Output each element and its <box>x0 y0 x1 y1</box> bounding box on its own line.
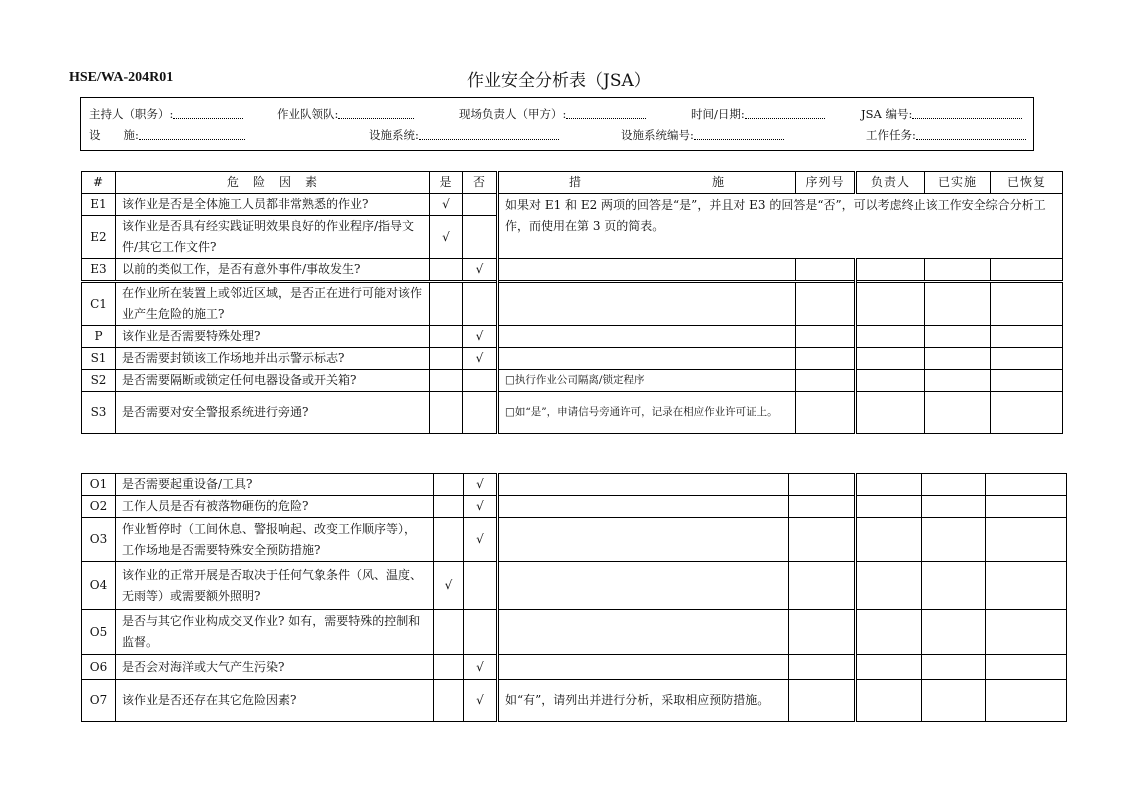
measure-cell[interactable] <box>498 259 796 282</box>
hazard-text: 是否会对海洋或大气产生污染? <box>116 655 434 680</box>
item-id: O6 <box>82 655 116 680</box>
restored-cell[interactable] <box>986 655 1067 680</box>
restored-cell[interactable] <box>986 496 1067 518</box>
yes-checkbox[interactable] <box>434 680 464 722</box>
serial-no-cell[interactable] <box>789 562 856 610</box>
no-checkbox[interactable] <box>463 194 498 216</box>
col-no-header: 否 <box>463 172 498 194</box>
table-row <box>82 392 1063 434</box>
table-row <box>82 282 1063 326</box>
implemented-cell[interactable] <box>922 655 986 680</box>
restored-cell[interactable] <box>991 326 1063 348</box>
item-id: S2 <box>82 370 116 392</box>
no-checkbox[interactable] <box>464 562 498 610</box>
measure-cell[interactable] <box>498 655 789 680</box>
site-owner-label: 现场负责人（甲方）: <box>459 107 567 121</box>
yes-checkbox[interactable] <box>434 518 464 562</box>
serial-no-cell[interactable] <box>789 496 856 518</box>
measure-cell[interactable] <box>498 610 789 655</box>
hazard-text: 该作业是否是全体施工人员都非常熟悉的作业? <box>116 194 430 216</box>
facility-system-label: 设施系统: <box>369 128 419 142</box>
responsible-cell[interactable] <box>856 348 925 370</box>
site-owner-field[interactable] <box>459 106 566 122</box>
hazard-text: 该作业是否需要特殊处理? <box>116 326 430 348</box>
serial-no-cell[interactable] <box>796 259 856 282</box>
responsible-cell[interactable] <box>856 680 922 722</box>
facility-system-field[interactable] <box>369 127 419 143</box>
col-responsible-header: 负责人 <box>856 172 925 194</box>
table-row <box>82 655 1067 680</box>
col-restored-header: 已恢复 <box>991 172 1063 194</box>
item-id: P <box>82 326 116 348</box>
page-title: 作业安全分析表（JSA） <box>467 71 651 91</box>
responsible-cell[interactable] <box>856 518 922 562</box>
no-checkbox[interactable]: √ <box>464 680 498 722</box>
no-checkbox[interactable]: √ <box>464 496 498 518</box>
restored-cell[interactable] <box>986 518 1067 562</box>
measure-cell[interactable]: □如“是”，申请信号旁通许可，记录在相应作业许可证上。 <box>498 392 796 434</box>
facility-field[interactable] <box>89 127 139 143</box>
responsible-cell[interactable] <box>856 655 922 680</box>
no-checkbox[interactable] <box>463 392 498 434</box>
item-id: O4 <box>82 562 116 610</box>
implemented-cell[interactable] <box>925 392 991 434</box>
host-label: 主持人（职务）: <box>89 107 174 121</box>
restored-cell[interactable] <box>991 370 1063 392</box>
yes-checkbox[interactable] <box>430 282 463 326</box>
measure-cell[interactable] <box>498 474 789 496</box>
jsa-table-2 <box>81 473 1067 722</box>
hazard-text: 以前的类似工作，是否有意外事件/事故发生? <box>116 259 430 282</box>
yes-checkbox[interactable] <box>430 259 463 282</box>
hazard-text: 作业暂停时（工间休息、警报响起、改变工作顺序等），工作场地是否需要特殊安全预防措施? <box>116 518 434 562</box>
col-measures-header: 措 施 <box>498 172 796 194</box>
measure-cell[interactable] <box>498 326 796 348</box>
no-checkbox[interactable]: √ <box>463 348 498 370</box>
table-row <box>82 562 1067 610</box>
yes-checkbox[interactable] <box>430 392 463 434</box>
hazard-text: 该作业的正常开展是否取决于任何气象条件（风、温度、无雨等）或需要额外照明? <box>116 562 434 610</box>
responsible-cell[interactable] <box>856 562 922 610</box>
responsible-cell[interactable] <box>856 282 925 326</box>
implemented-cell[interactable] <box>922 610 986 655</box>
measure-cell[interactable] <box>498 348 796 370</box>
responsible-cell[interactable] <box>856 259 925 282</box>
task-label: 工作任务: <box>866 128 916 142</box>
implemented-cell[interactable] <box>922 518 986 562</box>
hazard-text: 是否需要对安全警报系统进行旁通? <box>116 392 430 434</box>
col-serial-header: 序列号 <box>796 172 856 194</box>
yes-checkbox[interactable] <box>434 496 464 518</box>
no-checkbox[interactable]: √ <box>464 655 498 680</box>
table-row <box>82 370 1063 392</box>
responsible-cell[interactable] <box>856 474 922 496</box>
responsible-cell[interactable] <box>856 392 925 434</box>
implemented-cell[interactable] <box>922 496 986 518</box>
implemented-cell[interactable] <box>922 680 986 722</box>
yes-checkbox[interactable]: √ <box>434 562 464 610</box>
hazard-text: 是否需要封锁该工作场地并出示警示标志? <box>116 348 430 370</box>
restored-cell[interactable] <box>986 474 1067 496</box>
hazard-text: 在作业所在装置上或邻近区域，是否正在进行可能对该作业产生危险的施工? <box>116 282 430 326</box>
jsa-no-field[interactable] <box>861 106 912 122</box>
host-field[interactable] <box>89 106 173 122</box>
table-row <box>82 496 1067 518</box>
restored-cell[interactable] <box>991 259 1063 282</box>
serial-no-cell[interactable] <box>789 518 856 562</box>
serial-no-cell[interactable] <box>789 610 856 655</box>
yes-checkbox[interactable]: √ <box>430 216 463 259</box>
measure-cell[interactable] <box>498 518 789 562</box>
responsible-cell[interactable] <box>856 370 925 392</box>
restored-cell[interactable] <box>991 282 1063 326</box>
responsible-cell[interactable] <box>856 326 925 348</box>
serial-no-cell[interactable] <box>789 680 856 722</box>
serial-no-cell[interactable] <box>796 370 856 392</box>
table-row <box>82 326 1063 348</box>
responsible-cell[interactable] <box>856 610 922 655</box>
col-id-header: # <box>82 172 116 194</box>
measure-cell[interactable] <box>498 562 789 610</box>
no-checkbox[interactable] <box>464 610 498 655</box>
restored-cell[interactable] <box>986 562 1067 610</box>
measure-cell[interactable]: 如“有”，请列出并进行分析，采取相应预防措施。 <box>498 680 789 722</box>
col-hazard-header: 危 险 因 素 <box>116 172 430 194</box>
yes-checkbox[interactable] <box>434 655 464 680</box>
task-field[interactable] <box>866 127 916 143</box>
serial-no-cell[interactable] <box>796 348 856 370</box>
table-row <box>82 518 1067 562</box>
no-checkbox[interactable] <box>463 216 498 259</box>
team-leader-label: 作业队领队: <box>277 107 339 121</box>
hazard-text: 是否与其它作业构成交叉作业? 如有，需要特殊的控制和监督。 <box>116 610 434 655</box>
item-id: C1 <box>82 282 116 326</box>
implemented-cell[interactable] <box>925 370 991 392</box>
item-id: S3 <box>82 392 116 434</box>
serial-no-cell[interactable] <box>796 326 856 348</box>
datetime-field[interactable] <box>691 106 745 122</box>
serial-no-cell[interactable] <box>796 392 856 434</box>
info-box <box>80 97 1034 151</box>
col-yes-header: 是 <box>430 172 463 194</box>
implemented-cell[interactable] <box>925 348 991 370</box>
e-note: 如果对 E1 和 E2 两项的回答是“是”，并且对 E3 的回答是“否”，可以考虑终止该工作安全综合分析工作，而使用在第 3 页的简表。 <box>498 194 1063 259</box>
item-id: O2 <box>82 496 116 518</box>
restored-cell[interactable] <box>991 348 1063 370</box>
datetime-label: 时间/日期: <box>691 107 745 121</box>
implemented-cell[interactable] <box>925 259 991 282</box>
no-checkbox[interactable]: √ <box>464 474 498 496</box>
item-id: O3 <box>82 518 116 562</box>
hazard-text: 该作业是否具有经实践证明效果良好的作业程序/指导文件/其它工作文件? <box>116 216 430 259</box>
implemented-cell[interactable] <box>925 326 991 348</box>
item-id: O1 <box>82 474 116 496</box>
team-leader-field[interactable] <box>277 106 338 122</box>
implemented-cell[interactable] <box>925 282 991 326</box>
yes-checkbox[interactable] <box>434 474 464 496</box>
restored-cell[interactable] <box>991 392 1063 434</box>
restored-cell[interactable] <box>986 680 1067 722</box>
item-id: E1 <box>82 194 116 216</box>
yes-checkbox[interactable]: √ <box>430 194 463 216</box>
no-checkbox[interactable]: √ <box>464 518 498 562</box>
jsa-no-label: JSA 编号: <box>861 107 913 121</box>
table-row <box>82 474 1067 496</box>
yes-checkbox[interactable] <box>430 348 463 370</box>
table-row <box>82 610 1067 655</box>
item-id: E3 <box>82 259 116 282</box>
item-id: S1 <box>82 348 116 370</box>
implemented-cell[interactable] <box>922 562 986 610</box>
document-code: HSE/WA-204R01 <box>69 70 174 85</box>
responsible-cell[interactable] <box>856 496 922 518</box>
measure-cell[interactable] <box>498 496 789 518</box>
no-checkbox[interactable] <box>463 370 498 392</box>
header-row <box>82 172 1063 194</box>
implemented-cell[interactable] <box>922 474 986 496</box>
no-checkbox[interactable]: √ <box>463 326 498 348</box>
measure-cell[interactable]: □执行作业公司隔离/锁定程序 <box>498 370 796 392</box>
item-id: O7 <box>82 680 116 722</box>
jsa-table-1 <box>81 171 1063 434</box>
measure-cell[interactable] <box>498 282 796 326</box>
item-id: O5 <box>82 610 116 655</box>
serial-no-cell[interactable] <box>789 474 856 496</box>
hazard-text: 工作人员是否有被落物砸伤的危险? <box>116 496 434 518</box>
hazard-text: 该作业是否还存在其它危险因素? <box>116 680 434 722</box>
no-checkbox[interactable]: √ <box>463 259 498 282</box>
yes-checkbox[interactable] <box>434 610 464 655</box>
serial-no-cell[interactable] <box>796 282 856 326</box>
hazard-text: 是否需要起重设备/工具? <box>116 474 434 496</box>
table-row <box>82 259 1063 282</box>
facility-system-no-label: 设施系统编号: <box>621 128 694 142</box>
no-checkbox[interactable] <box>463 282 498 326</box>
serial-no-cell[interactable] <box>789 655 856 680</box>
yes-checkbox[interactable] <box>430 326 463 348</box>
facility-label: 设 施: <box>89 128 139 142</box>
yes-checkbox[interactable] <box>430 370 463 392</box>
table-row <box>82 194 1063 216</box>
item-id: E2 <box>82 216 116 259</box>
col-implemented-header: 已实施 <box>925 172 991 194</box>
restored-cell[interactable] <box>986 610 1067 655</box>
table-row <box>82 680 1067 722</box>
hazard-text: 是否需要隔断或锁定任何电器设备或开关箱? <box>116 370 430 392</box>
table-row <box>82 348 1063 370</box>
facility-system-no-field[interactable] <box>621 127 694 143</box>
